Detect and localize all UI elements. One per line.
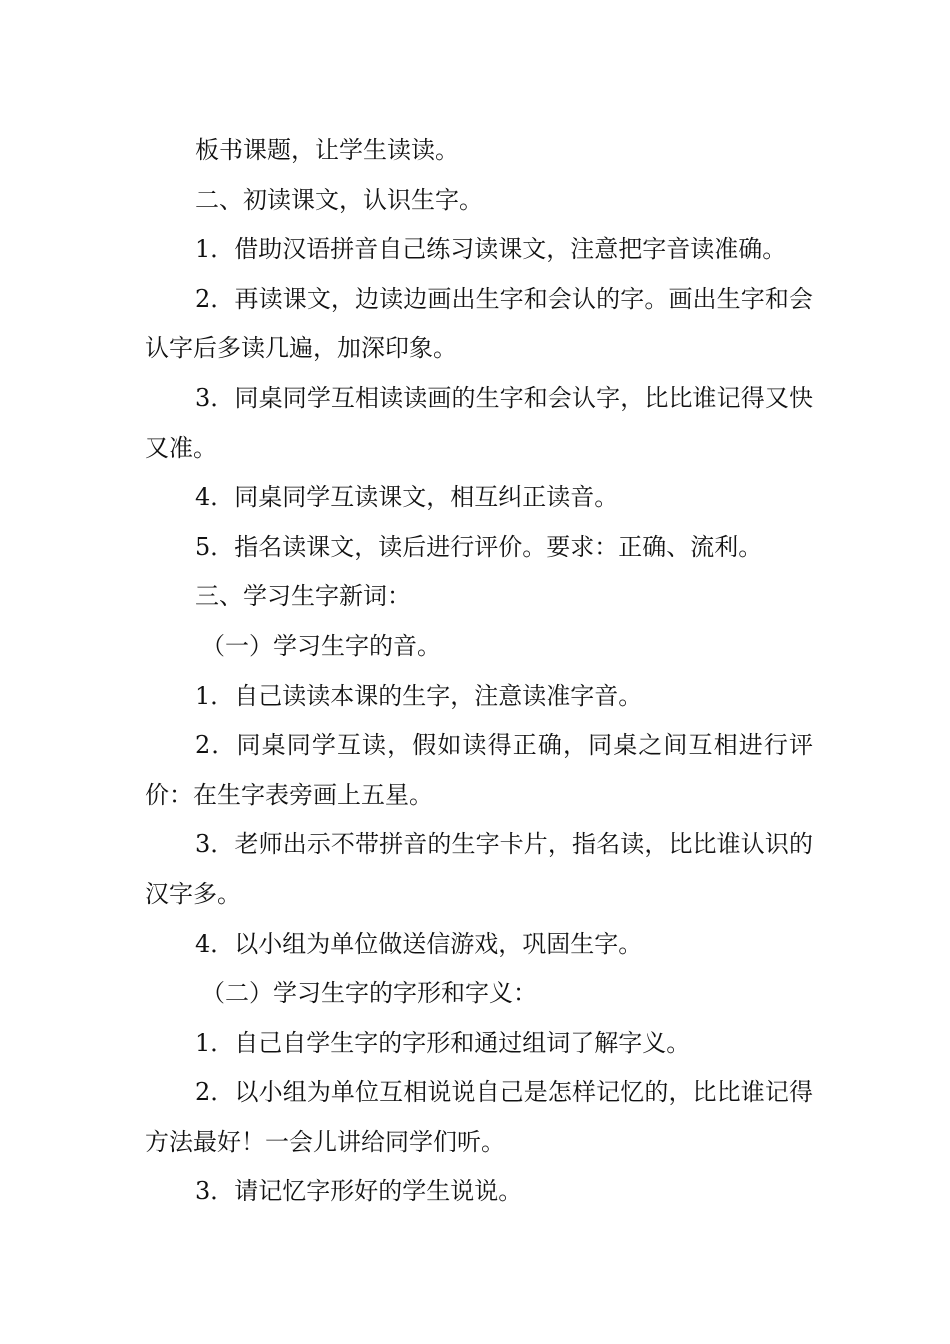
list-item: 2．再读课文，边读边画出生字和会认的字。画出生字和会认字后多读几遍，加深印象。 <box>145 284 813 363</box>
list-item: 5．指名读课文，读后进行评价。要求：正确、流利。 <box>195 532 763 561</box>
list-item: 1．自己读读本课的生字，注意读准字音。 <box>195 681 643 710</box>
section-heading: 三、学习生字新词： <box>195 582 411 611</box>
list-item: 4．同桌同学互读课文，相互纠正读音。 <box>195 483 619 512</box>
list-item: 3．老师出示不带拼音的生字卡片，指名读，比比谁认识的汉字多。 <box>145 830 813 908</box>
list-item: 3．请记忆字形好的学生说说。 <box>195 1177 523 1206</box>
section-heading: 二、初读课文，认识生字。 <box>195 185 483 214</box>
paragraph: 板书课题，让学生读读。 <box>195 136 459 164</box>
document-body <box>145 126 813 1217</box>
list-item: 2．以小组为单位互相说说自己是怎样记忆的，比比谁记得方法最好！一会儿讲给同学们听。 <box>145 1078 813 1156</box>
list-item: 2．同桌同学互读，假如读得正确，同桌之间互相进行评价：在生字表旁画上五星。 <box>145 731 813 809</box>
list-item: 3．同桌同学互相读读画的生字和会认字，比比谁记得又快又准。 <box>145 383 813 462</box>
list-item: 1．借助汉语拼音自己练习读课文，注意把字音读准确。 <box>195 235 787 264</box>
list-item: 4．以小组为单位做送信游戏，巩固生字。 <box>195 929 643 958</box>
list-item: 1．自己自学生字的字形和通过组词了解字义。 <box>195 1028 691 1057</box>
subsection-heading: （二）学习生字的字形和字义： <box>201 979 537 1008</box>
subsection-heading: （一）学习生字的音。 <box>201 631 441 660</box>
